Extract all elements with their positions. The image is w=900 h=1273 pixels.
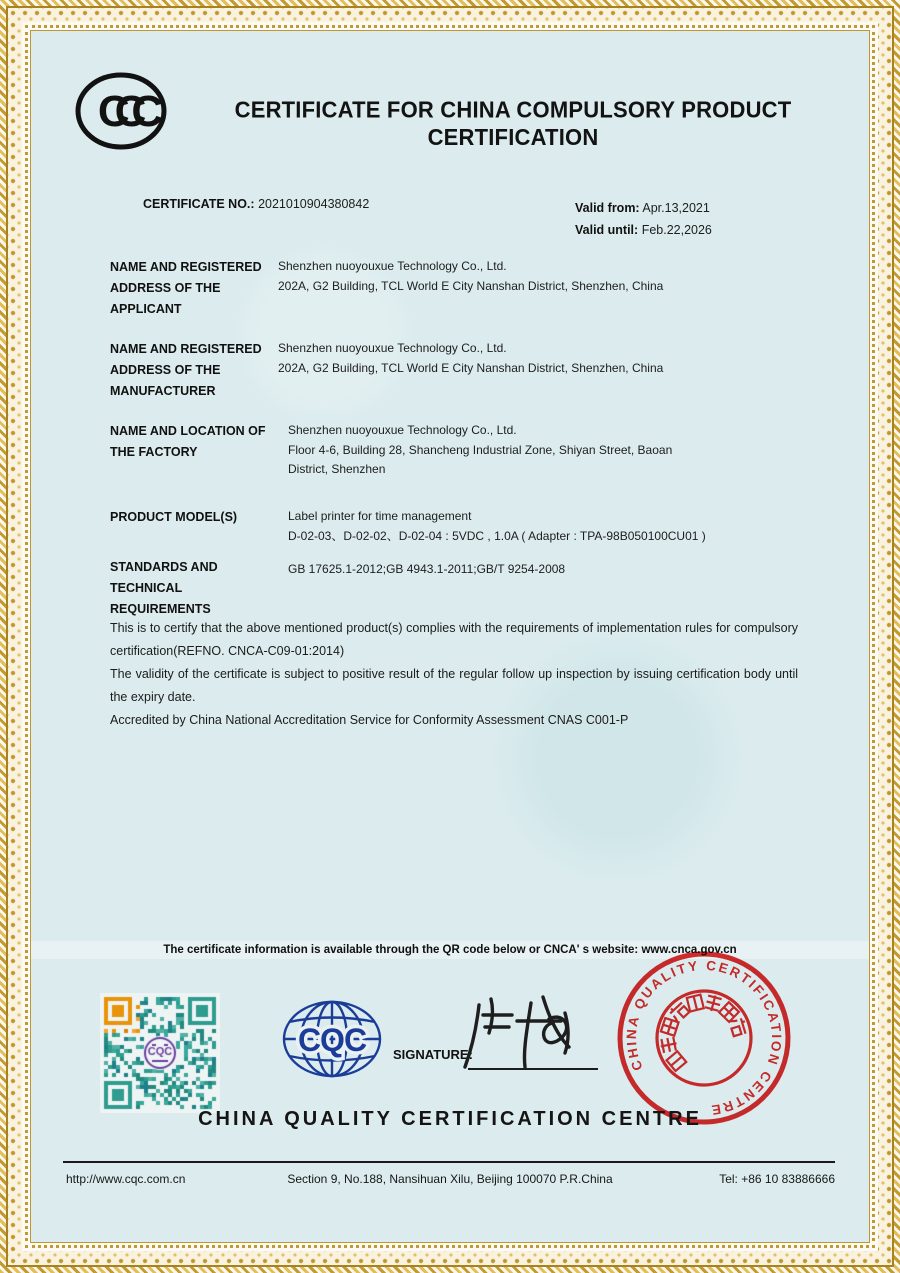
signature-handwriting [457, 983, 607, 1071]
field-label: PRODUCT MODEL(S) [110, 510, 238, 524]
valid-from-value: Apr.13,2021 [642, 201, 710, 215]
cqc-logo-icon [281, 998, 383, 1080]
field-label: STANDARDS AND TECHNICAL REQUIREMENTS [110, 560, 218, 616]
field-value [288, 507, 706, 546]
field-value-line: Label printer for time management [288, 509, 472, 523]
valid-from-label: Valid from: [575, 201, 640, 215]
field-value-line: Shenzhen nuoyouxue Technology Co., Ltd. [278, 259, 507, 273]
statement: The validity of the certificate is subject to positive result of the regular follow up inspection by issuing certification body until the expiry date. [110, 667, 798, 704]
field-value-line: D-02-03、D-02-02、D-02-04 : 5VDC , 1.0A ( Adapter : TPA-98B050100CU01 ) [288, 528, 706, 543]
border-dotted-line [25, 25, 875, 1248]
field-value-line: GB 17625.1-2012;GB 4943.1-2011;GB/T 9254-2008 [288, 562, 566, 576]
field-product-models [110, 507, 810, 546]
certificate-number-value: 2021010904380842 [258, 197, 370, 211]
field-value-line: Shenzhen nuoyouxue Technology Co., Ltd. [278, 341, 507, 355]
validity-block [575, 197, 712, 241]
field-label: NAME AND REGISTERED ADDRESS OF THE MANUFACTURER [110, 342, 262, 398]
qr-code [100, 993, 220, 1113]
footer-telephone: Tel: +86 10 83886666 [719, 1172, 835, 1186]
official-stamp [613, 947, 795, 1129]
field-value [288, 421, 672, 480]
statement: Accredited by China National Accreditation Service for Conformity Assessment CNAS C001-P [110, 713, 629, 727]
signature-line [468, 1068, 598, 1070]
field-manufacturer [110, 339, 810, 402]
field-value-line: Floor 4-6, Building 28, Shancheng Industrial Zone, Shiyan Street, Baoan [288, 442, 673, 457]
valid-until-value: Feb.22,2026 [641, 223, 712, 237]
svg-text:CCC: CCC [97, 87, 149, 136]
footer-address: Section 9, No.188, Nansihuan Xilu, Beijing 100070 P.R.China [287, 1172, 613, 1186]
border-ornate-band [7, 7, 893, 1266]
field-value [278, 257, 663, 320]
ccc-logo-icon [74, 71, 168, 151]
statement: This is to certify that the above mentioned product(s) complies with the requirements of implementation rules for compulsory certification(REFNO. CNCA-C09-01:2014) [110, 621, 798, 658]
field-value-line: Shenzhen nuoyouxue Technology Co., Ltd. [288, 423, 517, 437]
qr-info-note: The certificate information is available through the QR code below or CNCA' s website: www.cnca.gov.cn [31, 941, 869, 959]
field-value-line: District, Shenzhen [288, 462, 386, 476]
svg-text:CHINA QUALITY CERTIFICATION: CHINA QUALITY CERTIFICATION CENTRE [623, 957, 785, 1118]
valid-from-row [575, 197, 712, 219]
certificate-number [143, 197, 369, 211]
field-factory [110, 421, 810, 480]
valid-until-row [575, 219, 712, 241]
field-value-line: 202A, G2 Building, TCL World E City Nanshan District, Shenzhen, China [278, 360, 664, 375]
certificate-body [31, 31, 869, 1242]
certificate-title: CERTIFICATE FOR CHINA COMPULSORY PRODUCT CERTIFICATION [234, 96, 792, 151]
field-value-line: 202A, G2 Building, TCL World E City Nanshan District, Shenzhen, China [278, 278, 664, 293]
field-standards [110, 557, 810, 620]
field-label: NAME AND REGISTERED ADDRESS OF THE APPLICANT [110, 260, 262, 316]
certificate-number-label: CERTIFICATE NO.: [143, 197, 255, 211]
border-white-gap [22, 22, 878, 1251]
valid-until-label: Valid until: [575, 223, 639, 237]
border-inner-line [30, 30, 870, 1243]
field-label: NAME AND LOCATION OF THE FACTORY [110, 424, 266, 459]
certification-statements [110, 617, 798, 732]
field-value [278, 339, 663, 402]
footer-divider [63, 1161, 835, 1163]
footer-website: http://www.cqc.com.cn [66, 1172, 186, 1186]
issuer-name: CHINA QUALITY CERTIFICATION CENTRE [198, 1108, 702, 1130]
signature-label: SIGNATURE: [393, 1047, 473, 1062]
field-applicant [110, 257, 810, 320]
field-value [288, 557, 565, 620]
svg-text:CQC: CQC [297, 1022, 367, 1058]
